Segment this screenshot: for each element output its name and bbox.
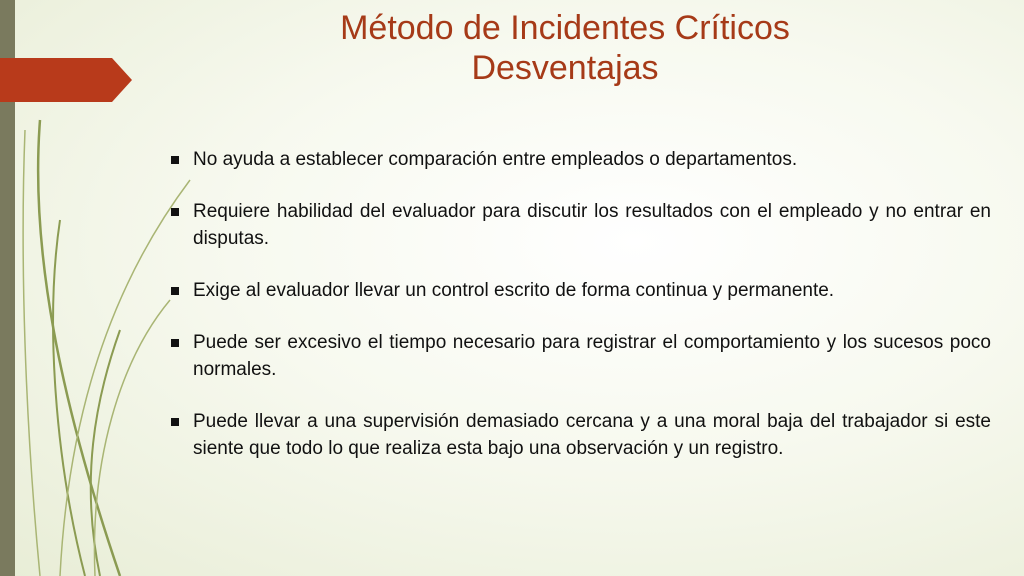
square-bullet-icon <box>171 287 179 295</box>
bullet-item <box>165 198 991 252</box>
arrow-shape <box>0 0 140 110</box>
title-line: Método de Incidentes Críticos <box>340 9 790 47</box>
bullet-text: Requiere habilidad del evaluador para discutir los resultados con el empleado y no entrar en disputas. <box>193 201 991 249</box>
square-bullet-icon <box>171 156 179 164</box>
bullet-item <box>165 146 991 173</box>
square-bullet-icon <box>171 418 179 426</box>
slide-title <box>200 8 930 88</box>
bullet-item <box>165 408 991 462</box>
bullet-text: Puede ser excesivo el tiempo necesario para registrar el comportamiento y los sucesos poco normales. <box>193 332 991 380</box>
bullet-list <box>165 146 991 487</box>
bullet-text: No ayuda a establecer comparación entre empleados o departamentos. <box>193 149 798 170</box>
subtitle-line: Desventajas <box>471 49 659 87</box>
square-bullet-icon <box>171 339 179 347</box>
bullet-text: Puede llevar a una supervisión demasiado cercana y a una moral baja del trabajador si este siente que todo lo que realiza esta bajo una observación y un registro. <box>193 411 991 459</box>
bullet-item <box>165 277 991 304</box>
square-bullet-icon <box>171 208 179 216</box>
bullet-item <box>165 329 991 383</box>
bullet-text: Exige al evaluador llevar un control escrito de forma continua y permanente. <box>193 280 835 301</box>
